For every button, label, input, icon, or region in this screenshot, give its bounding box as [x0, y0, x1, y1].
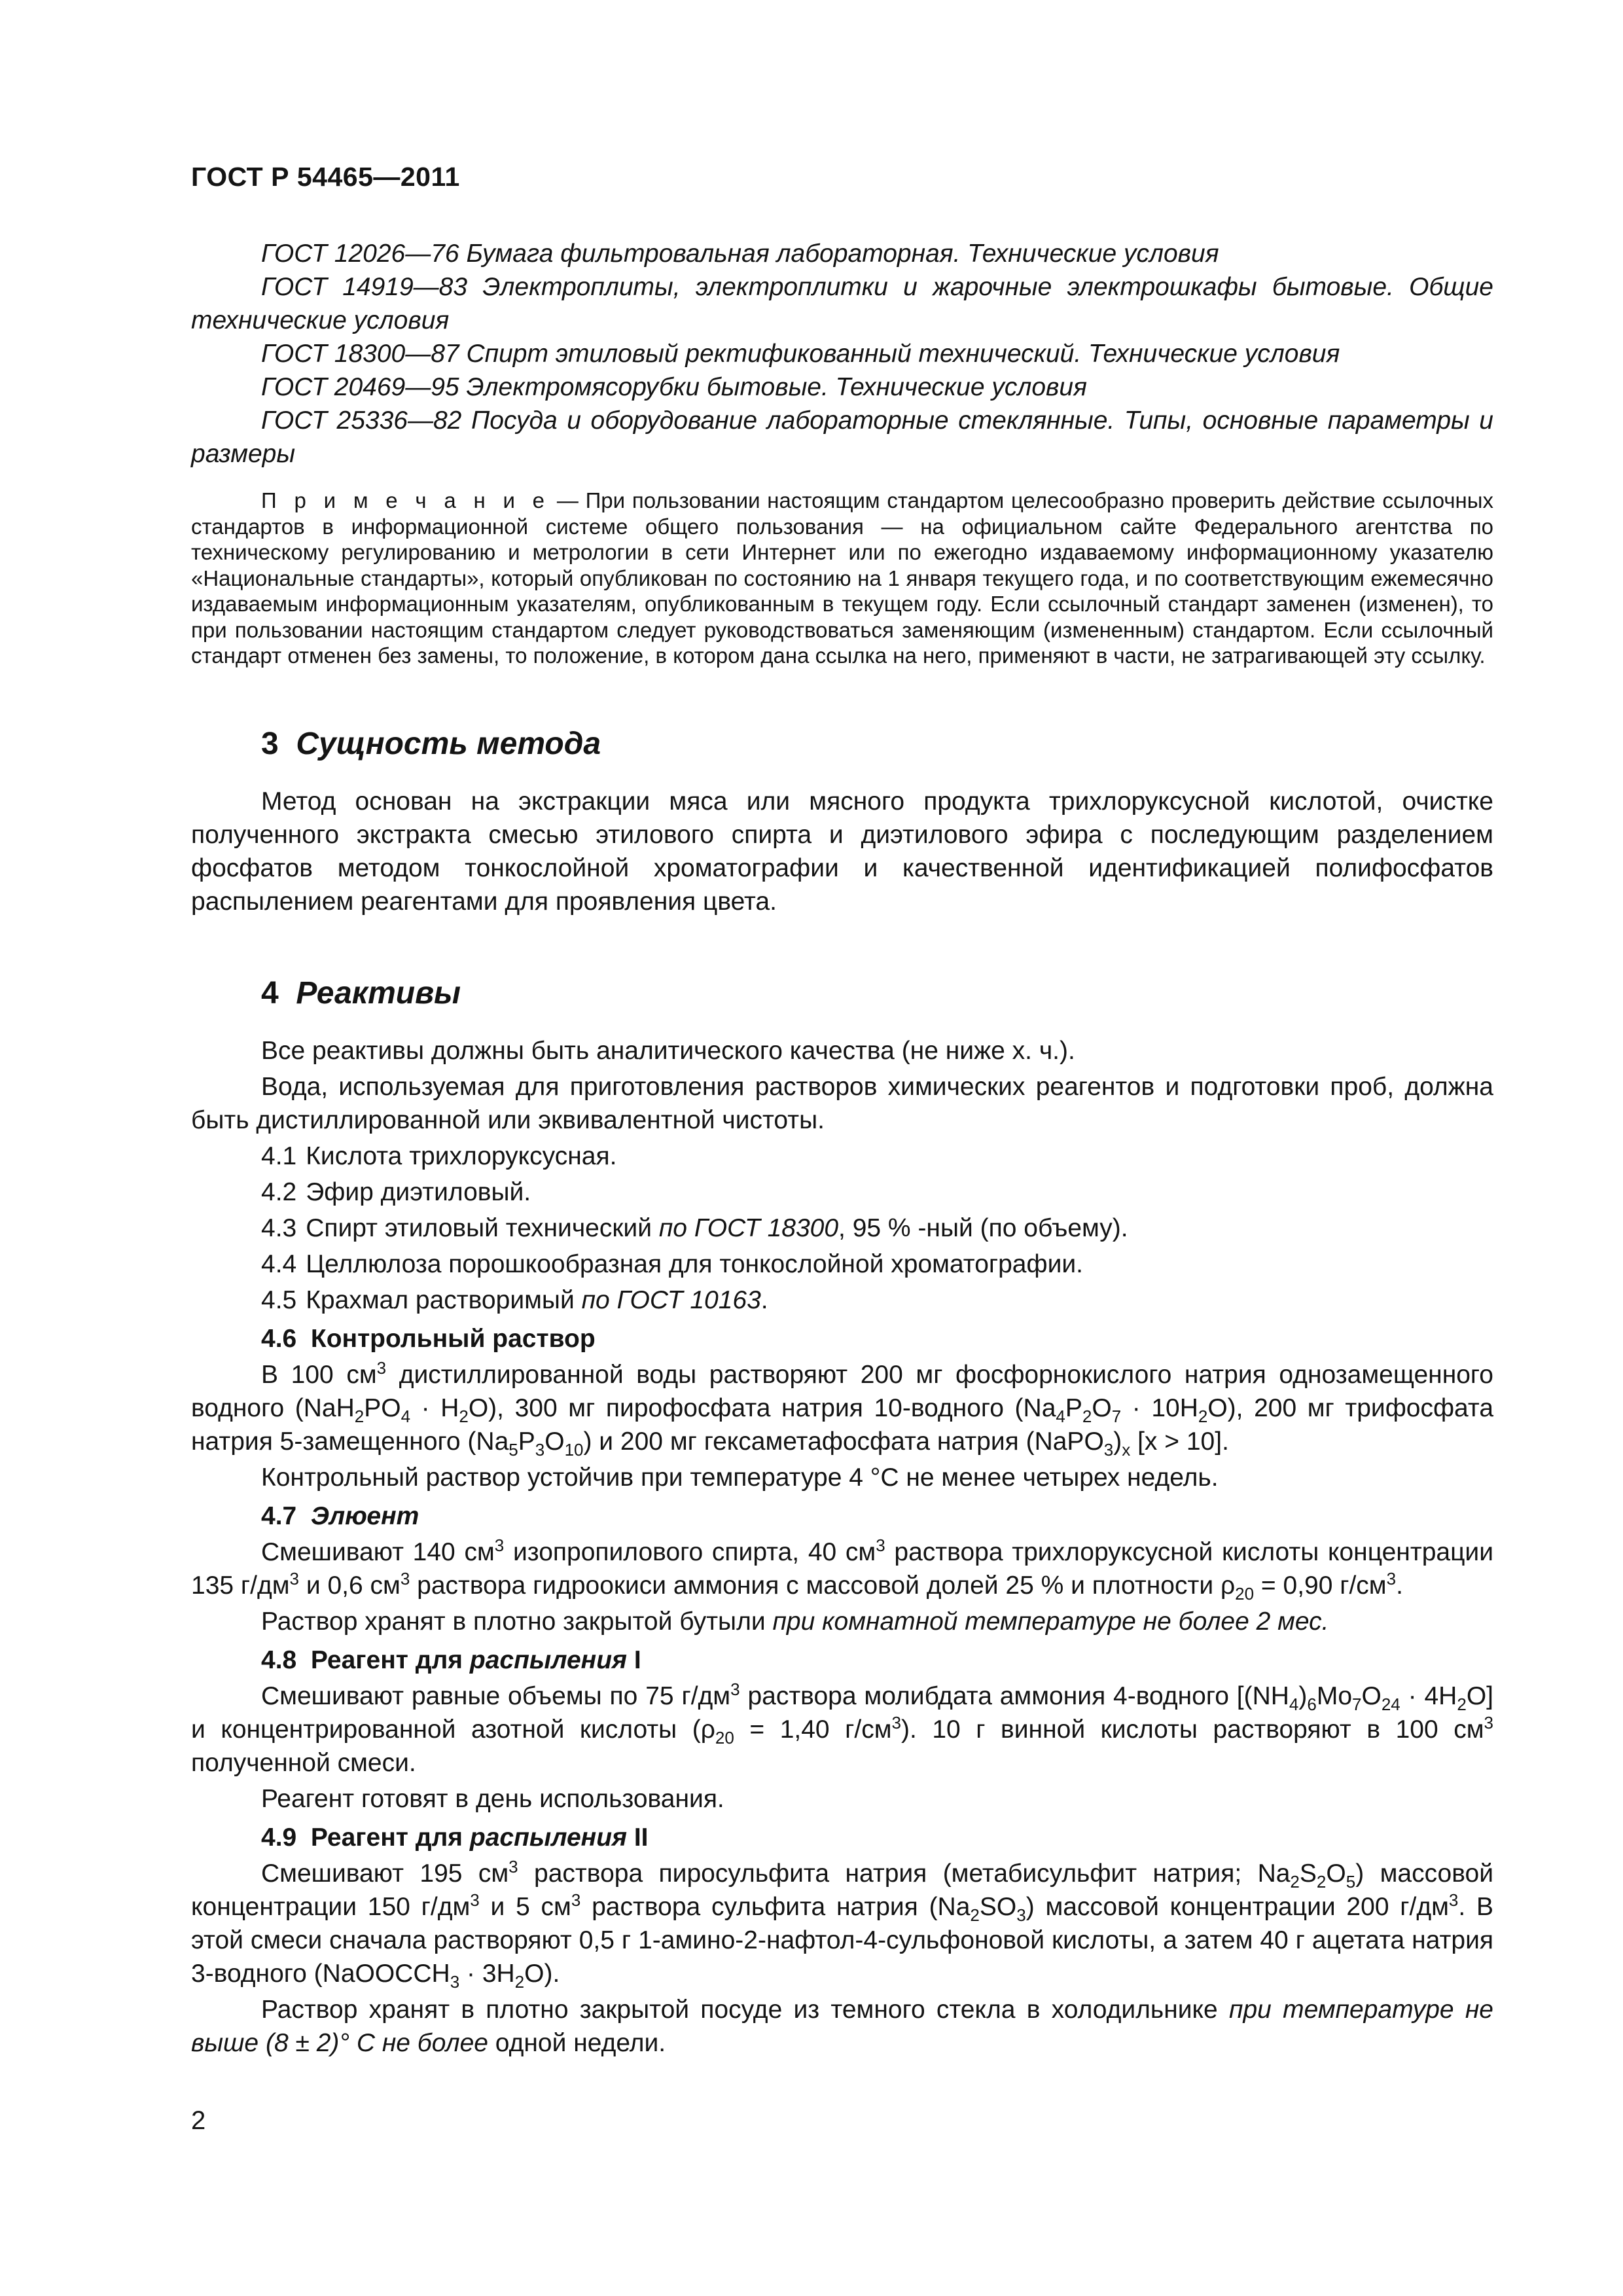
section-number: 3 [261, 726, 279, 761]
reagent-item [261, 1175, 1493, 1209]
spray-reagent-1-note: Реагент готовят в день использования. [261, 1784, 724, 1813]
subsection-heading-4-7: 4.7 Элюент [261, 1501, 419, 1530]
reagents-intro-water: Вода, используемая для приготовления растворов химических реагентов и подготовки проб, должна быть дистиллированной или эквивалентной чистоты. [191, 1072, 1493, 1134]
reagent-item [261, 1283, 1493, 1317]
reagents-intro-quality: Все реактивы должны быть аналитического качества (не ниже х. ч.). [261, 1036, 1075, 1065]
note-label: П р и м е ч а н и е [261, 488, 550, 512]
item-text-tail: . [760, 1285, 768, 1314]
reference-item: ГОСТ 20469—95 Электромясорубки бытовые. Технические условия [261, 373, 1087, 401]
item-number: 4.2 [261, 1177, 297, 1206]
reagent-item [261, 1211, 1493, 1245]
page-content [191, 237, 1493, 2062]
item-text: Эфир диэтиловый. [306, 1177, 531, 1206]
eluent-storage: Раствор хранят в плотно закрытой бутыли при комнатной температуре не более 2 мес. [261, 1607, 1329, 1636]
eluent-composition: Смешивают 140 $см^3$ изопропилового спирта, 40 $см^3$ раствора трихлоруксусной кислоты концентрации 135 $г/дм^3$ и 0,6 $см^3$ раствора гидроокиси аммония с массовой долей 25 % и плотности $\rho_{20} = 0,90$ $г/см^3$. [191, 1535, 1493, 1604]
spray-reagent-2-storage: Раствор хранят в плотно закрытой посуде из темного стекла в холодильнике при температуре не выше (8 ± 2)° С не более одной недели. [191, 1995, 1493, 2057]
item-number: 4.5 [261, 1285, 297, 1314]
reference-item: ГОСТ 12026—76 Бумага фильтровальная лабораторная. Технические условия [261, 240, 1219, 268]
spray-reagent-1-composition: Смешивают равные объемы по 75 $г/дм^3$ раствора молибдата аммония 4-водного $[(NH_4)_6Mo_7O_{24} \cdot 4H_2O]$ и концентрированной азотной кислоты ($\rho_{20} = 1,40$ $г/см^3$). 10 г винной кислоты растворяют в 100 $см^3$ полученной смеси. [191, 1679, 1493, 1777]
item-number: 4.4 [261, 1249, 297, 1278]
reagent-item [261, 1139, 1493, 1173]
section-heading-3 [261, 725, 1493, 764]
section-3-text: Метод основан на экстракции мяса или мясного продукта трихлоруксусной кислотой, очистке полученного экстракта смесью этилового спирта и диэтилового эфира с последующим разделением фосфатов методом тонкослойной хроматографии и качественной идентификацией полифосфатов распылением реагентами для проявления цвета. [191, 787, 1493, 916]
reference-item: ГОСТ 18300—87 Спирт этиловый ректификованный технический. Технические условия [261, 340, 1340, 368]
item-text: Крахмал растворимый [306, 1285, 582, 1314]
subsection-heading-4-8: 4.8 Реагент для распыления I [261, 1645, 641, 1674]
document-code-header: ГОСТ Р 54465—2011 [191, 162, 460, 192]
note-text: — При пользовании настоящим стандартом целесообразно проверить действие ссылочных стандартов в информационной системе общего пользования — на официальном сайте Федерального агентства по техническому регулированию и метрологии в сети Интернет или по ежегодно издаваемому информационному указателю «Национальные стандарты», который опубликован по состоянию на 1 января текущего года, и по соответствующим ежемесячно издаваемым информационным указателям, опубликованным в текущем году. Если ссылочный стандарт заменен (изменен), то при пользовании настоящим стандартом следует руководствоваться заменяющим (измененным) стандартом. Если ссылочный стандарт отменен без замены, то положение, в котором дана ссылка на него, применяют в части, не затрагивающей эту ссылку. [191, 488, 1493, 668]
item-text-tail: , 95 % -ный (по объему). [838, 1213, 1128, 1242]
normative-references-list [191, 237, 1493, 471]
subsection-heading-4-6: 4.6 Контрольный раствор [261, 1324, 596, 1353]
reference-item: ГОСТ 25336—82 Посуда и оборудование лабораторные стеклянные. Типы, основные параметры и размеры [191, 406, 1493, 468]
subsection-heading-4-9: 4.9 Реагент для распыления II [261, 1823, 649, 1852]
item-text: Целлюлоза порошкообразная для тонкослойной хроматографии. [306, 1249, 1083, 1278]
reagent-item [261, 1247, 1493, 1281]
control-solution-stability: Контрольный раствор устойчив при температуре 4 °C не менее четырех недель. [261, 1463, 1219, 1492]
section-number: 4 [261, 975, 279, 1011]
standard-reference: по ГОСТ 18300 [658, 1213, 839, 1242]
note-block [191, 488, 1493, 669]
standard-reference: по ГОСТ 10163 [581, 1285, 761, 1314]
item-number: 4.1 [261, 1141, 297, 1170]
item-number: 4.3 [261, 1213, 297, 1242]
control-solution-composition: В 100 $см^3$ дистиллированной воды растворяют 200 мг фосфорнокислого натрия однозамещенного водного $(NaH_2PO_4 \cdot H_2O)$, 300 мг пирофосфата натрия 10-водного $(Na_4P_2O_7 \cdot 10H_2O)$, 200 мг трифосфата натрия 5-замещенного $(Na_5P_3O_{10})$ и 200 мг гексаметафосфата натрия $(NaPO_3)_x$ [x > 10]. [191, 1357, 1494, 1460]
item-text: Спирт этиловый технический [306, 1213, 659, 1242]
section-title: Реактивы [296, 975, 461, 1011]
section-title: Сущность метода [296, 726, 601, 761]
reference-item: ГОСТ 14919—83 Электроплиты, электроплитки и жарочные электрошкафы бытовые. Общие технические условия [191, 273, 1493, 334]
spray-reagent-2-composition: Смешивают 195 $см^3$ раствора пиросульфита натрия (метабисульфит натрия; $Na_2S_2O_5$) массовой концентрации 150 $г/дм^3$ и 5 $см^3$ раствора сульфита натрия $(Na_2SO_3)$ массовой концентрации 200 $г/дм^3$. В этой смеси сначала растворяют 0,5 г 1-амино-2-нафтол-4-сульфоновой кислоты, а затем 40 г ацетата натрия 3-водного (NaOOCCH$_3$ · $3H_2O$). [191, 1856, 1494, 1992]
page-number: 2 [191, 2106, 206, 2135]
section-heading-4 [261, 974, 1493, 1013]
item-text: Кислота трихлоруксусная. [306, 1141, 617, 1170]
